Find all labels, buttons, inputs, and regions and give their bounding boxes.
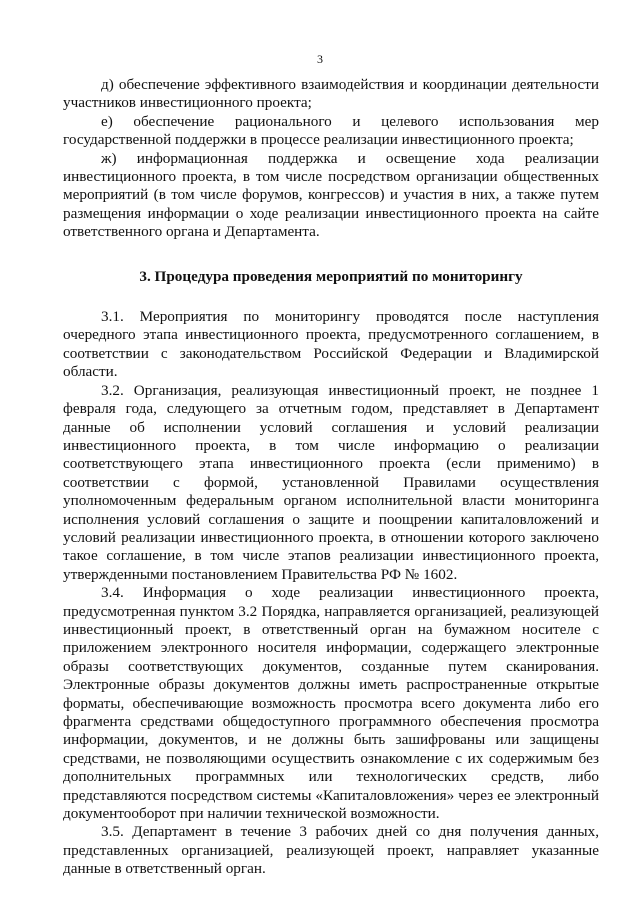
paragraph-3-1: 3.1. Мероприятия по мониторингу проводятся после наступления очередного этапа инвестиционного проекта, предусмотренного соглашением, в соответствии с законодательством Российской Федерации и Владимирской области. bbox=[63, 308, 599, 381]
paragraph-3-5: 3.5. Департамент в течение 3 рабочих дней со дня получения данных, представленных организацией, реализующей проект, направляет указанные данные в ответственный орган. bbox=[63, 823, 599, 878]
page-number: 3 bbox=[317, 52, 323, 66]
list-item-zh: ж) информационная поддержка и освещение хода реализации инвестиционного проекта, в том числе посредством организации общественных мероприятий (в том числе форумов, конгрессов) и участия в них, а также путем размещения информации о ходе реализации инвестиционного проекта на сайте ответственного органа и Департамента. bbox=[63, 149, 599, 241]
list-item-d: д) обеспечение эффективного взаимодействия и координации деятельности участников инвестиционного проекта; bbox=[63, 76, 599, 112]
paragraph-3-2: 3.2. Организация, реализующая инвестиционный проект, не позднее 1 февраля года, следующего за отчетным годом, представляет в Департамент данные об исполнении условий соглашения и условий реализации инвестиционного проекта, в том числе информацию о реализации соответствующего этапа инвестиционного проекта (если применимо) в соответствии с формой, установленной Правилами осуществления уполномоченным федеральным органом исполнительной власти мониторинга исполнения условий соглашения о защите и поощрении капиталовложений и условий реализации инвестиционного проекта, в отношении которого заключено такое соглашение, в том числе этапов реализации инвестиционного проекта, утвержденными постановлением Правительства РФ № 1602. bbox=[63, 381, 599, 583]
document-body bbox=[63, 76, 599, 879]
list-item-e: е) обеспечение рационального и целевого использования мер государственной поддержки в процессе реализации инвестиционного проекта; bbox=[63, 112, 599, 149]
paragraph-3-4: 3.4. Информация о ходе реализации инвестиционного проекта, предусмотренная пунктом 3.2 Порядка, направляется организацией, реализующей инвестиционный проект, в ответственный орган на бумажном носителе с приложением электронного носителя информации, содержащего электронные образы соответствующих документов, созданные путем сканирования. Электронные образы документов должны иметь распространенные открытые форматы, обеспечивающие возможность просмотра всего документа либо его фрагмента средствами общедоступного программного обеспечения просмотра информации, документов, и не должны быть зашифрованы или защищены средствами, не позволяющими осуществить ознакомление с их содержимым без дополнительных программных или технологических средств, либо представляются посредством системы «Капиталовложения» через ее электронный документооборот при наличии технической возможности. bbox=[63, 584, 599, 823]
section-heading: 3. Процедура проведения мероприятий по мониторингу bbox=[139, 267, 523, 285]
